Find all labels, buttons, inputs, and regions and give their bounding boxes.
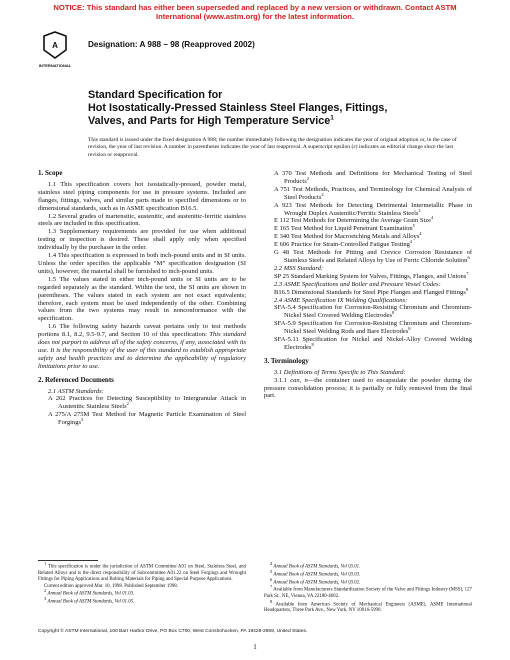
ref-sfa-5-9: SFA-5.9 Specification for Corrosion-Resisting Chromium and Chromium-Nickel Steel Welding Rods and Bare Electrodes$^8$	[274, 320, 472, 336]
title-line-1: Standard Specification for	[88, 89, 223, 101]
astm-logo-icon	[38, 30, 72, 70]
para-1-6-caveat: This standard does not purport to address all of the safety concerns, if any, associated with its use. It is the responsibility of the user of this standard to establish appropriate safety and health practices and to determine the applicability of regulatory limitations prior to use.	[38, 331, 247, 370]
ref-a262: A 262 Practices for Detecting Susceptibility to Intergranular Attack in Austenitic Stainless Steels$^2$	[48, 395, 246, 411]
ref-e606: E 606 Practice for Strain-Controlled Fatigue Testing$^4$	[274, 239, 413, 249]
ref-a370: A 370 Test Methods and Definitions for Mechanical Testing of Steel Products$^2$	[274, 170, 472, 185]
page-number: 1	[253, 643, 257, 651]
notice-line-1: NOTICE: This standard has either been superseded and replaced by a new version or withdrawn.	[53, 3, 403, 12]
footnotes-left	[38, 560, 246, 607]
footnote-7: $^7$ Available from Manufacturers Standardization Society of the Valve and Fittings Industry (MSS), 127 Park St., NE, Vienna, VA 22180-4602.	[264, 584, 473, 600]
para-1-5: 1.5 The values stated in either inch-pound units or SI units are to be regarded separately as the standard. Within the text, the SI units are shown in parentheses. The values stated in each system are not exact equivalents; therefore, each system must be used independently of the other. Combining values from the two systems may result in nonconformance with the specification.	[38, 275, 246, 323]
notice-line-1b: Contact ASTM	[404, 3, 457, 12]
para-1-6	[38, 323, 246, 370]
para-1-1: 1.1 This specification covers hot isostatically-pressed, powder metal, stainless steel piping components for use in pressure systems. Included are flanges, fittings, valves, and similar parts made to specified dimensions or to dimensional standards, such as in ASME specification B16.5.	[38, 180, 246, 212]
ref-a275: A 275/A 275M Test Method for Magnetic Particle Examination of Steel Forgings$^3$	[48, 411, 246, 427]
ref-sfa-5-11: SFA-5.11 Specification for Nickel and Nickel-Alloy Covered Welding Electrodes$^8$	[274, 336, 472, 351]
standard-title	[88, 89, 488, 128]
copyright-line: Copyright © ASTM International, 100 Barr Harbor Drive, PO Box C700, West Conshohocken, PA 19428-2959, United States.	[38, 629, 308, 634]
withdrawal-notice	[0, 3, 510, 21]
ref-e112: E 112 Test Methods for Determining the Average Grain Size$^4$	[274, 215, 434, 225]
scope-heading: 1. Scope	[38, 169, 63, 177]
definition-can: 3.1.1 can, n—the container used to encapsulate the powder during the pressure consolidation process; it is partially or fully removed from the final part.	[264, 376, 472, 400]
terminology-heading: 3. Terminology	[264, 356, 309, 365]
referenced-documents-heading: 2. Referenced Documents	[38, 375, 114, 384]
footnote-3: $^3$ Annual Book of ASTM Standards, Vol 01.05.	[44, 596, 135, 605]
footnote-rule	[38, 560, 98, 561]
para-1-4: 1.4 This specification is expressed in both inch-pound units and in SI units. Unless the order specifies the applicable “M” specification designation (SI units), however, the material shall be furnished to inch-pound units.	[38, 252, 246, 275]
para-1-3: 1.3 Supplementary requirements are provided for use when additional testing or inspection is desired. These shall apply only when specified individually by the purchaser in the order.	[38, 228, 246, 252]
ref-a751: A 751 Test Methods, Practices, and Terminology for Chemical Analysis of Steel Products$^2$	[274, 185, 472, 201]
footnote-1b: Current edition approved Mar. 10, 1998. Published September 1998.	[44, 584, 178, 590]
svg-text:A: A	[52, 41, 58, 50]
left-column	[38, 170, 246, 427]
footnote-5: $^5$ Annual Book of ASTM Standards, Vol 03.03.	[270, 568, 361, 578]
ref-sfa-5-4: SFA-5.4 Specification for Corrosion-Resisting Chromium and Chromium-Nickel Steel Covered Welding Electrodes$^8$	[274, 304, 472, 320]
ref-sp25: SP 25 Standard Marking System for Valves, Fittings, Flanges, and Unions$^7$	[274, 270, 469, 280]
title-line-2: Hot Isostatically-Pressed Stainless Steel Flanges, Fittings,	[88, 102, 388, 114]
ref-e165: E 165 Test Method for Liquid Penetrant Examination$^5$	[274, 223, 415, 233]
footnote-6: $^6$ Annual Book of ASTM Standards, Vol 03.02.	[270, 576, 361, 586]
ref-b16-5: B16.5 Dimensional Standards for Steel Pipe Flanges and Flanged Fittings$^8$	[274, 286, 468, 296]
para-1-6-intro: 1.6 The following safety hazards caveat pertains only to test methods portions 8.1, 8.2, 9.5-9.7, and Section 10 of this specification:	[38, 323, 246, 339]
issuance-note: This standard is issued under the fixed designation A 988; the number immediately following the designation indicates the year of original adoption or, in the case of revision, the year of last revision. A number in parentheses indicates the year of last reapproval. A superscript epsilon (ε) indicates an editorial change since the last revision or reapproval.	[88, 137, 457, 158]
designation: Designation: A 988 – 98 (Reapproved 2002)	[88, 40, 255, 49]
footnote-1: $^1$ This specification is under the jurisdiction of ASTM Committee A01 on Steel, Stainless Steel, and Related Alloys and is the direct responsibility of Subcommittee A01.22 on Steel Forgings and Wrought Fittings for Piping Applications and Bolting Materials for Piping and Special Purpose Applications.	[38, 561, 246, 583]
ref-e340: E 340 Test Method for Macroetching Metals and Alloys$^4$	[274, 231, 422, 241]
astm-standards-subheading: 2.1 ASTM Standards:	[48, 387, 104, 395]
ref-g48: G 48 Test Methods for Pitting and Crevice Corrosion Resistance of Stainless Steels and Related Alloys by Use of Ferric Chloride Solution$^6$	[274, 249, 472, 264]
footnote-4: $^4$ Annual Book of ASTM Standards, Vol 03.01.	[270, 561, 361, 570]
title-line-3: Valves, and Parts for High Temperature Service	[88, 115, 331, 127]
definitions-subheading: 3.1 Definitions of Terms Specific to This Standard:	[274, 368, 406, 376]
title-footnote-mark: 1	[330, 114, 334, 122]
asme-codes-subheading: 2.3 ASME Specifications and Boiler and Pressure Vessel Codes:	[274, 280, 441, 288]
footnote-2: $^2$ Annual Book of ASTM Standards, Vol 01.03.	[44, 588, 135, 598]
para-1-2: 1.2 Several grades of martensitic, austenitic, and austenitic-ferritic stainless steels are included in this specification.	[38, 212, 246, 228]
logo-text: INTERNATIONAL	[38, 63, 72, 68]
footnotes-right	[264, 560, 472, 616]
footnote-8: $^8$ Available from American Society of Mechanical Engineers (ASME), ASME International Headquarters, Three Park Ave., New York, NY 10016-5990.	[264, 598, 473, 614]
asme-ix-subheading: 2.4 ASME Specification IX Welding Qualifications:	[274, 296, 408, 304]
right-column	[264, 170, 472, 400]
notice-line-2: International (www.astm.org) for the latest information.	[155, 12, 354, 21]
ref-a923: A 923 Test Methods for Detecting Detrimental Intermetallic Phase in Wrought Duplex Austenitic/Ferritic Stainless Steels$^2$	[274, 201, 472, 217]
mss-standard-subheading: 2.2 MSS Standard:	[274, 264, 324, 272]
